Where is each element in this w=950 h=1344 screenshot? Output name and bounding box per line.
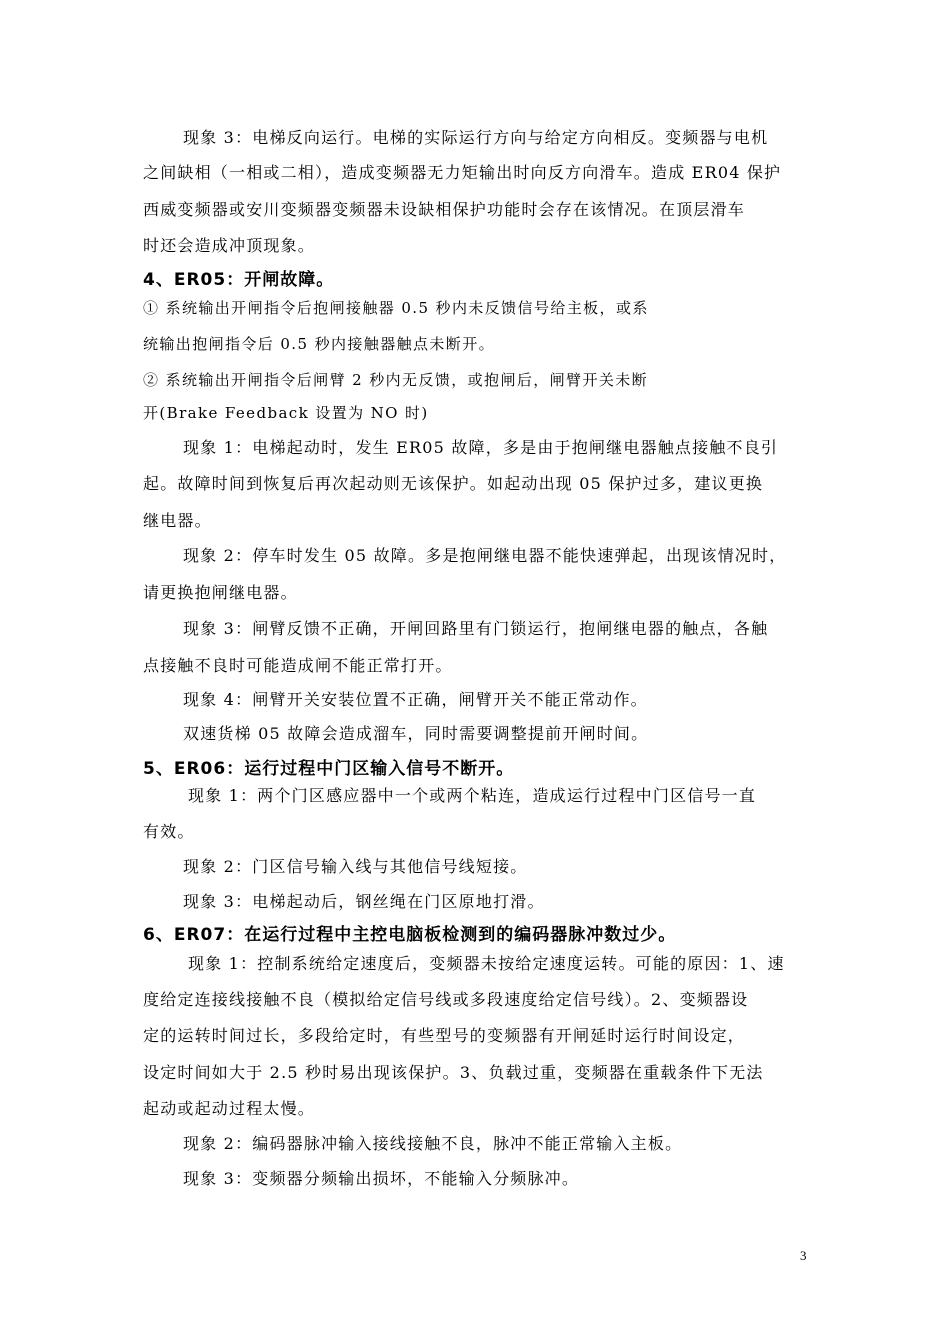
paragraph-line: 现象 3：电梯反向运行。电梯的实际运行方向与给定方向相反。变频器与电机 <box>183 128 769 147</box>
paragraph-line: 现象 3：电梯起动后，钢丝绳在门区原地打滑。 <box>183 892 545 911</box>
paragraph-line: 点接触不良时可能造成闸不能正常打开。 <box>143 656 453 675</box>
paragraph-line: 西威变频器或安川变频器变频器未设缺相保护功能时会存在该情况。在顶层滑车 <box>143 200 746 219</box>
section-heading-er07: 6、ER07：在运行过程中主控电脑板检测到的编码器脉冲数过少。 <box>143 925 677 945</box>
condition-line: ② 系统输出开闸指令后闸臂 2 秒内无反馈，或抱闸后，闸臂开关未断 <box>143 371 649 389</box>
paragraph-line: 现象 1：电梯起动时，发生 ER05 故障，多是由于抱闸继电器触点接触不良引 <box>183 438 779 457</box>
paragraph-line: 时还会造成冲顶现象。 <box>143 236 316 255</box>
paragraph-line: 有效。 <box>143 822 195 841</box>
condition-line: ① 系统输出开闸指令后抱闸接触器 0.5 秒内未反馈信号给主板，或系 <box>143 299 649 317</box>
paragraph-line: 请更换抱闸继电器。 <box>143 583 298 602</box>
paragraph-line: 现象 1：控制系统给定速度后，变频器未按给定速度运转。可能的原因：1、速 <box>188 954 785 973</box>
paragraph-line: 双速货梯 05 故障会造成溜车，同时需要调整提前开闸时间。 <box>183 724 649 743</box>
paragraph-line: 度给定连接线接触不良（模拟给定信号线或多段速度给定信号线）。2、变频器设 <box>143 990 749 1009</box>
paragraph-line: 现象 2：门区信号输入线与其他信号线短接。 <box>183 857 528 876</box>
paragraph-line: 之间缺相（一相或二相），造成变频器无力矩输出时向反方向滑车。造成 ER04 保护 <box>143 163 782 182</box>
paragraph-line: 设定时间如大于 2.5 秒时易出现该保护。3、负载过重，变频器在重载条件下无法 <box>143 1063 764 1082</box>
paragraph-line: 现象 2：编码器脉冲输入接线接触不良，脉冲不能正常输入主板。 <box>183 1134 683 1153</box>
paragraph-line: 起动或起动过程太慢。 <box>143 1099 316 1118</box>
section-heading-er06: 5、ER06：运行过程中门区输入信号不断开。 <box>143 759 515 779</box>
paragraph-line: 现象 1：两个门区感应器中一个或两个粘连，造成运行过程中门区信号一直 <box>188 786 757 805</box>
paragraph-line: 现象 4：闸臂开关安装位置不正确，闸臂开关不能正常动作。 <box>183 690 648 709</box>
section-heading-er05: 4、ER05：开闸故障。 <box>143 270 335 290</box>
paragraph-line: 现象 3：变频器分频输出损坏，不能输入分频脉冲。 <box>183 1169 580 1188</box>
condition-line: 统输出抱闸指令后 0.5 秒内接触器触点未断开。 <box>143 335 495 353</box>
paragraph-line: 继电器。 <box>143 511 212 530</box>
paragraph-line: 定的运转时间过长，多段给定时，有些型号的变频器有开闸延时运行时间设定， <box>143 1026 746 1045</box>
paragraph-line: 现象 2：停车时发生 05 故障。多是抱闸继电器不能快速弹起，出现该情况时， <box>183 546 787 565</box>
page-number: 3 <box>800 1248 807 1263</box>
condition-line: 开(Brake Feedback 设置为 NO 时) <box>143 404 429 422</box>
paragraph-line: 现象 3：闸臂反馈不正确，开闸回路里有门锁运行，抱闸继电器的触点，各触 <box>183 619 769 638</box>
paragraph-line: 起。故障时间到恢复后再次起动则无该保护。如起动出现 05 保护过多，建议更换 <box>143 474 764 493</box>
